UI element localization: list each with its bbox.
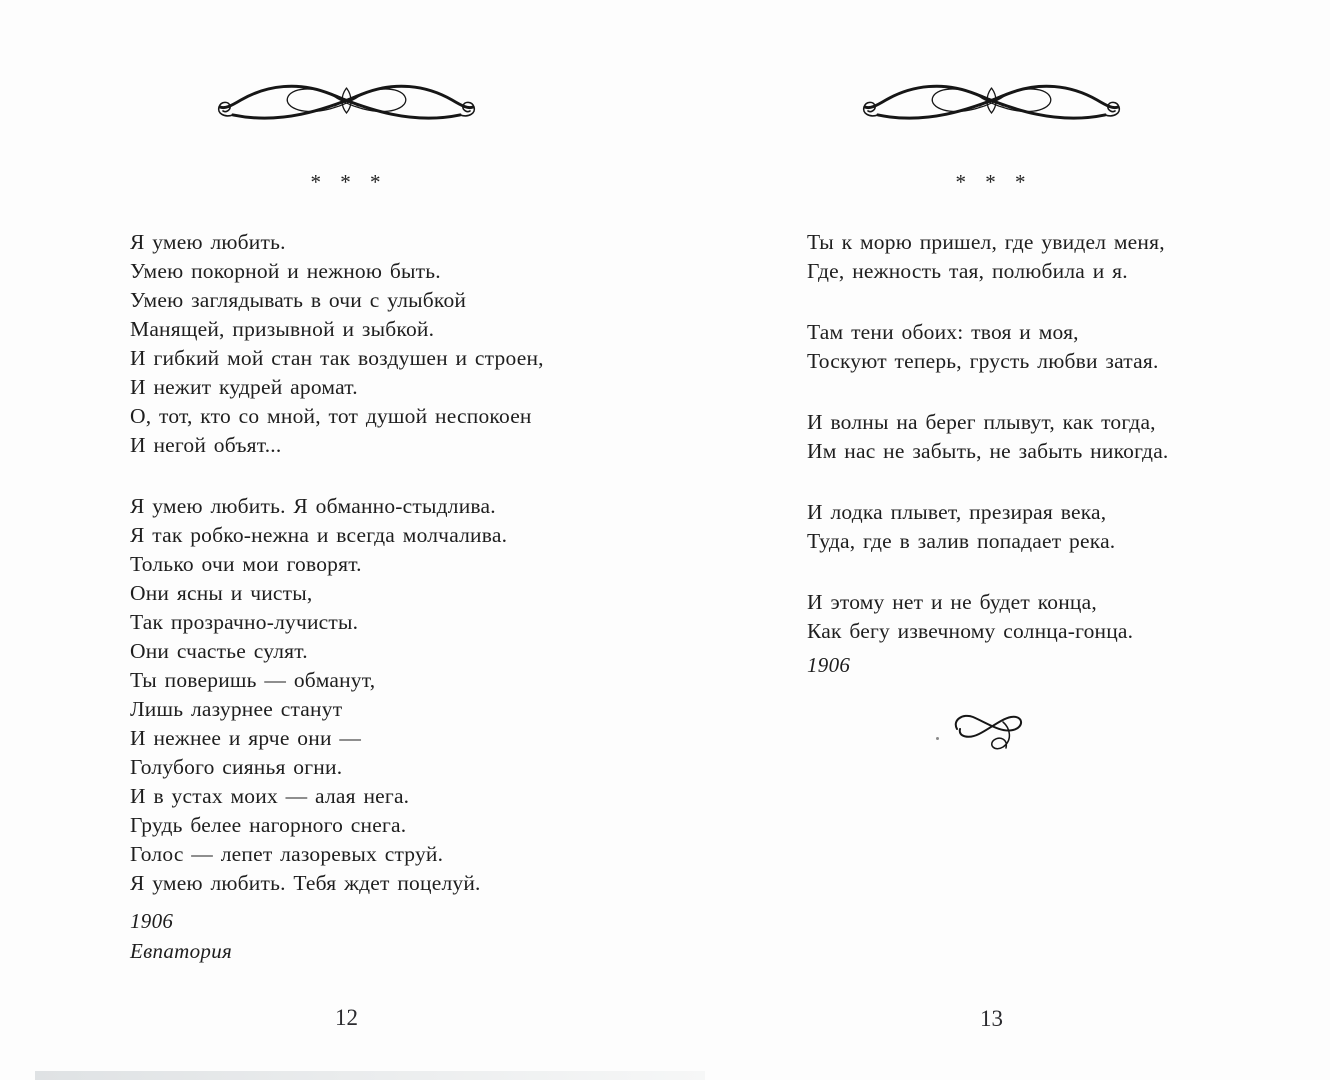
poem-line: Ты к морю пришел, где увидел меня,: [807, 230, 1165, 254]
poem-attribution: [807, 650, 850, 680]
poem-line: И нежнее и ярче они —: [130, 726, 362, 750]
poem-line: Они ясны и чисты,: [130, 581, 313, 605]
poem-right: [807, 228, 1169, 646]
poem-line: Я умею любить. Тебя ждет поцелуй.: [130, 871, 481, 895]
poem-line: И волны на берег плывут, как тогда,: [807, 410, 1156, 434]
poem-line: Грудь белее нагорного снега.: [130, 813, 407, 837]
poem-line: Лишь лазурнее станут: [130, 697, 343, 721]
poem-line: Только очи мои говорят.: [130, 552, 362, 576]
poem-line: Они счастье сулят.: [130, 639, 308, 663]
flourish-divider-icon: [858, 80, 1125, 122]
date-label: 1906: [130, 909, 174, 933]
poem-line: Голубого сиянья огни.: [130, 755, 343, 779]
flourish-swirl-icon: [950, 710, 1038, 754]
poem-line: Там тени обоих: твоя и моя,: [807, 320, 1079, 344]
poem-line: Ты поверишь — обманут,: [130, 668, 376, 692]
poem-line: Им нас не забыть, не забыть никогда.: [807, 439, 1169, 463]
poem-line: Туда, где в залив попадает река.: [807, 529, 1116, 553]
poem-line: Где, нежность тая, полюбила и я.: [807, 259, 1128, 283]
stanza: [807, 408, 1169, 466]
poem-line: Умею покорной и нежною быть.: [130, 259, 441, 283]
poem-line: Я умею любить.: [130, 230, 286, 254]
poem-line: О, тот, кто со мной, тот душой неспокоен: [130, 404, 532, 428]
poem-left: [130, 228, 544, 898]
section-separator: * * *: [310, 170, 383, 194]
stanza: [130, 228, 544, 460]
poem-line: Умею заглядывать в очи с улыбкой: [130, 288, 467, 312]
poem-line: Я умею любить. Я обманно-стыдлива.: [130, 494, 496, 518]
stanza: [130, 492, 544, 898]
scan-edge-shadow: [35, 1071, 705, 1080]
flourish-divider-icon: [213, 80, 480, 122]
poem-line: И гибкий мой стан так воздушен и строен,: [130, 346, 544, 370]
page-number-left: 12: [335, 1005, 358, 1030]
stanza: [807, 588, 1169, 646]
place-label: Евпатория: [130, 939, 233, 963]
stanza: [807, 318, 1169, 376]
ink-speck: [936, 737, 939, 740]
poem-line: Как бегу извечному солнца-гонца.: [807, 619, 1134, 643]
section-separator: * * *: [955, 170, 1028, 194]
poem-attribution: [130, 906, 232, 966]
poem-line: Так прозрачно-лучисты.: [130, 610, 359, 634]
page-number-right: 13: [980, 1006, 1003, 1031]
stanza: [807, 498, 1169, 556]
stanza: [807, 228, 1169, 286]
poem-line: И этому нет и не будет конца,: [807, 590, 1097, 614]
poem-line: Тоскуют теперь, грусть любви затая.: [807, 349, 1159, 373]
poem-line: И негой объят...: [130, 433, 282, 457]
date-label: 1906: [807, 653, 851, 677]
poem-line: Голос — лепет лазоревых струй.: [130, 842, 444, 866]
poem-line: И в устах моих — алая нега.: [130, 784, 410, 808]
poem-line: Манящей, призывной и зыбкой.: [130, 317, 435, 341]
poem-line: И лодка плывет, презирая века,: [807, 500, 1107, 524]
poem-line: Я так робко-нежна и всегда молчалива.: [130, 523, 508, 547]
poem-line: И нежит кудрей аромат.: [130, 375, 358, 399]
